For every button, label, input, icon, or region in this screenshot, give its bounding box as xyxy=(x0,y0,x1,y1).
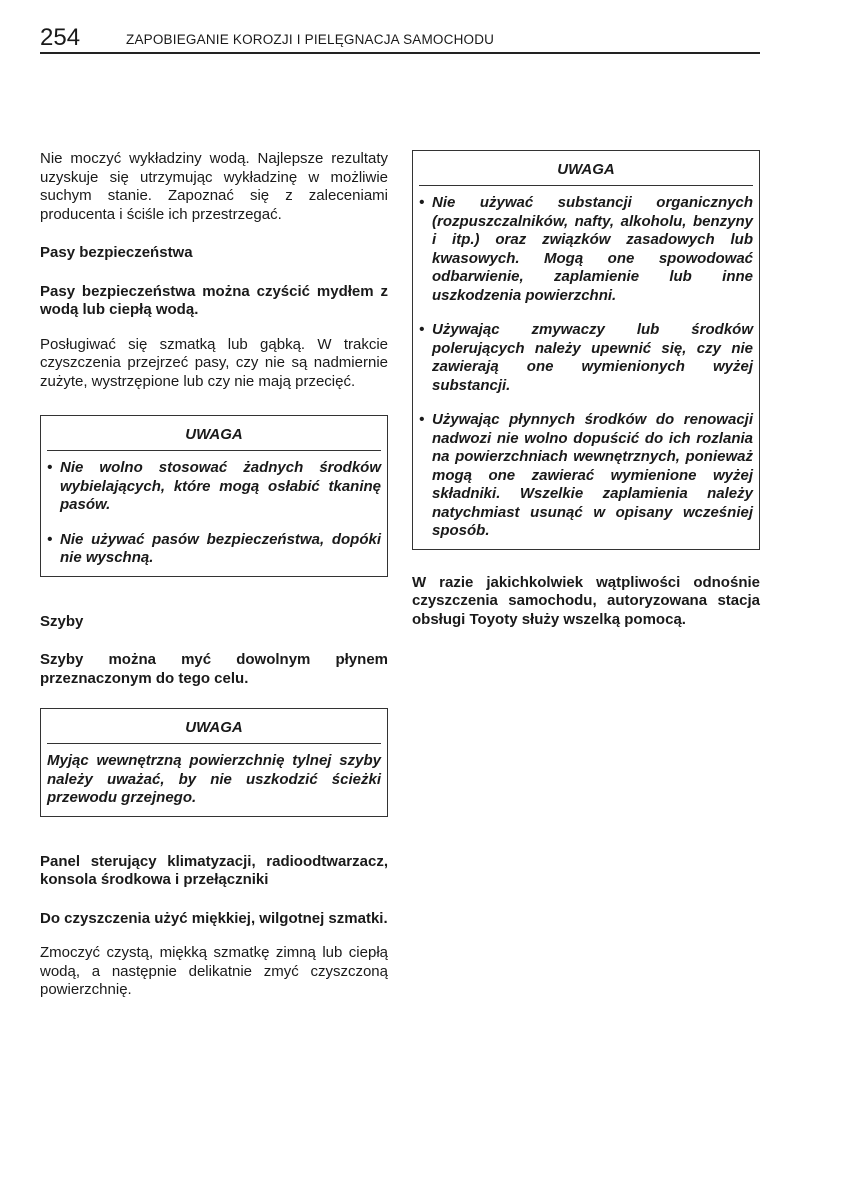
bullet-icon: • xyxy=(419,411,425,428)
warning-item: • Nie wolno stosować żadnych środków wybielających, które mogą osłabić tkaninę pasów. xyxy=(47,459,381,513)
carpet-paragraph: Nie moczyć wykładziny wodą. Najlepsze rezultaty uzyskuje się utrzymując wykładzinę w możliwie suchym stanie. Zapoznać się z zaleceniami producenta i ściśle ich przestrzegać. xyxy=(40,150,388,223)
warning-title: UWAGA xyxy=(47,422,381,451)
panel-heading: Panel sterujący klimatyzacji, radioodtwarzacz, konsola środkowa i przełączniki xyxy=(40,852,388,888)
page-number: 254 xyxy=(40,24,81,51)
running-title: ZAPOBIEGANIE KOROZJI I PIELĘGNACJA SAMOCHODU xyxy=(126,32,495,47)
warning-box-substances xyxy=(412,150,760,550)
warning-item: • Nie używać pasów bezpieczeństwa, dopóki nie wyschną. xyxy=(47,530,381,566)
warning-item: • Nie używać substancji organicznych (rozpuszczalników, nafty, alkoholu, benzyny i itp.) oraz związków zasadowych lub kwasowych. Mogą one spowodować odbarwienie, zaplamienie lub inne uszkodzenia powierzchni. xyxy=(419,194,753,304)
warning-box-seatbelts xyxy=(40,415,388,577)
seatbelts-paragraph: Posługiwać się szmatką lub gąbką. W trakcie czyszczenia przejrzeć pasy, czy nie są nadmiernie zużyte, wystrzępione lub czy nie mają przecięć. xyxy=(40,335,388,390)
warning-box-windows xyxy=(40,708,388,817)
warning-item: • Używając płynnych środków do renowacji nadwozi nie wolno dopuścić do ich rozlania na powierzchniach wewnętrznych, ponieważ mogą one zawierać wymienione wyżej składniki. Wszelkie zaplamienia należy natychmiast usunąć w opisany wcześniej sposób. xyxy=(419,411,753,539)
page-header xyxy=(40,24,760,54)
closing-paragraph: W razie jakichkolwiek wątpliwości odnośnie czyszczenia samochodu, autoryzowana stacja obsługi Toyoty służy wszelką pomocą. xyxy=(412,573,760,628)
panel-paragraph: Zmoczyć czystą, miękką szmatkę zimną lub ciepłą wodą, a następnie delikatnie zmyć czyszczoną powierzchnię. xyxy=(40,944,388,998)
bullet-icon: • xyxy=(47,459,53,476)
warning-title: UWAGA xyxy=(47,715,381,744)
bullet-icon: • xyxy=(47,530,53,548)
windows-lead: Szyby można myć dowolnym płynem przeznaczonym do tego celu. xyxy=(40,651,388,687)
warning-item: • Używając zmywaczy lub środków polerujących należy upewnić się, czy nie zawierają one wymienionych wyżej substancji. xyxy=(419,321,753,394)
panel-lead: Do czyszczenia użyć miękkiej, wilgotnej szmatki. xyxy=(40,909,388,927)
seatbelts-lead: Pasy bezpieczeństwa można czyścić mydłem z wodą lub ciepłą wodą. xyxy=(40,282,388,318)
left-column xyxy=(40,150,388,1000)
warning-title: UWAGA xyxy=(419,157,753,186)
right-column xyxy=(412,150,760,629)
windows-heading: Szyby xyxy=(40,612,84,630)
warning-text: Myjąc wewnętrzną powierzchnię tylnej szyby należy uważać, by nie uszkodzić ścieżki przewodu grzejnego. xyxy=(47,752,381,806)
bullet-icon: • xyxy=(419,321,425,338)
seatbelts-heading: Pasy bezpieczeństwa xyxy=(40,244,193,261)
bullet-icon: • xyxy=(419,194,425,211)
